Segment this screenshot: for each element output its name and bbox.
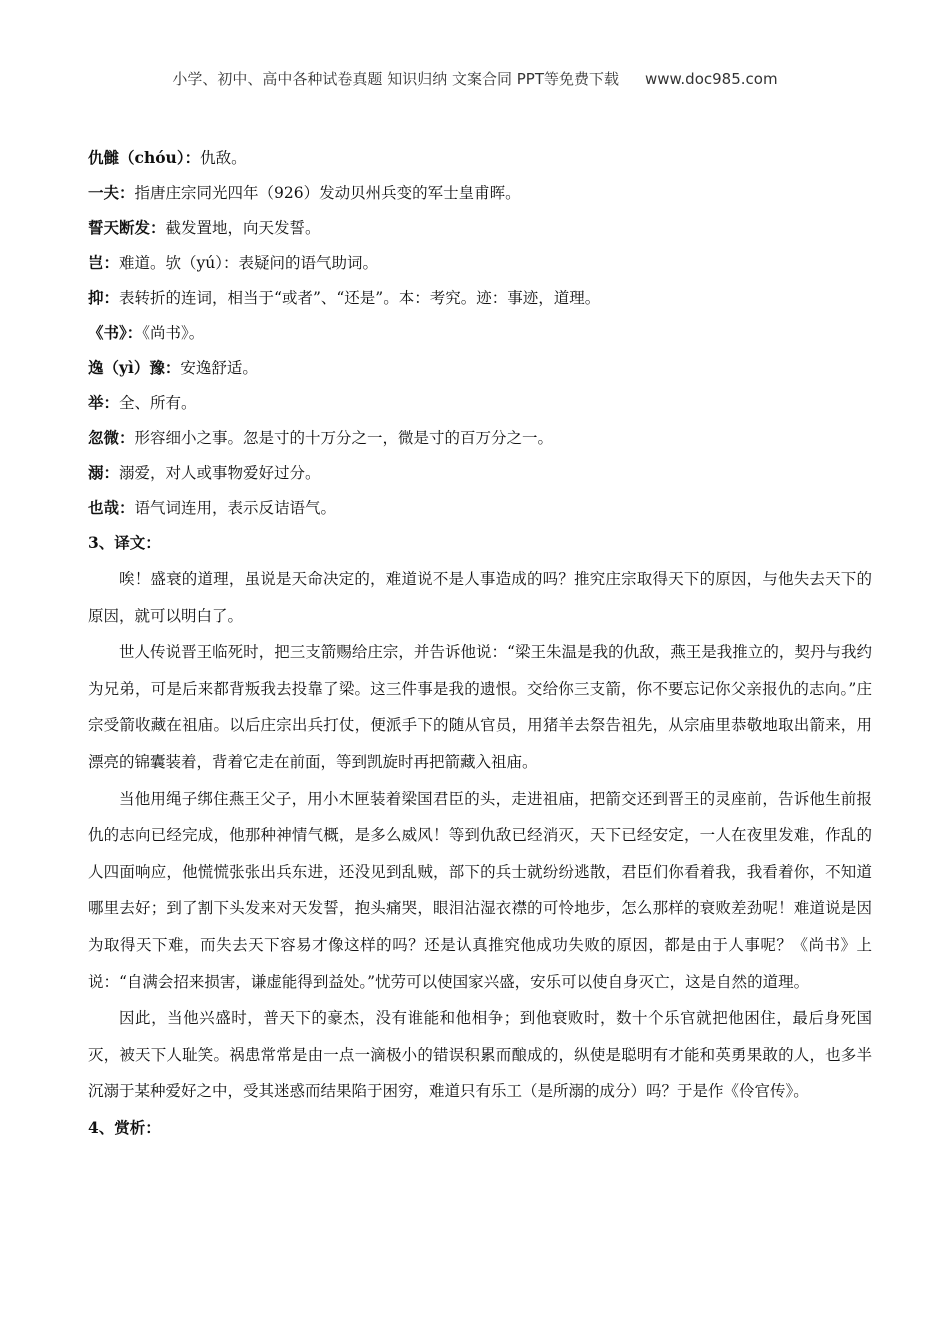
gloss-definition: 表转折的连词，相当于“或者”、“还是”。本：考究。迹：事迹，道理。 — [119, 289, 601, 307]
page-header — [0, 68, 950, 89]
section-heading-appreciation: 4、赏析： — [88, 1117, 161, 1137]
gloss-separator: ： — [103, 463, 120, 482]
gloss-definition: 指唐庄宗同光四年（926）发动贝州兵变的军士皇甫晖。 — [134, 184, 521, 202]
gloss-separator: ： — [184, 148, 201, 167]
gloss-definition: 安逸舒适。 — [180, 359, 258, 377]
gloss-entry — [88, 175, 872, 210]
gloss-separator: ： — [126, 323, 143, 342]
translation-paragraph: 唉！盛衰的道理，虽说是天命决定的，难道说不是人事造成的吗？推究庄宗取得天下的原因，与他失去天下的原因，就可以明白了。 — [88, 570, 872, 625]
gloss-term: 逸（yì）豫 — [88, 358, 165, 377]
gloss-entry — [88, 490, 872, 525]
section-heading-translation: 3、译文： — [88, 533, 161, 552]
header-text: 小学、初中、高中各种试卷真题 知识归纳 文案合同 PPT等免费下载 — [172, 70, 619, 88]
gloss-definition: 《尚书》。 — [142, 324, 205, 342]
gloss-definition: 全、所有。 — [119, 394, 197, 412]
gloss-definition: 语气词连用，表示反诘语气。 — [134, 499, 337, 517]
gloss-separator: ： — [103, 393, 120, 412]
gloss-definition: 截发置地，向天发誓。 — [165, 219, 321, 237]
gloss-entry — [88, 315, 872, 350]
gloss-term: 举 — [88, 393, 104, 412]
gloss-entry — [88, 385, 872, 420]
gloss-entry — [88, 210, 872, 245]
gloss-definition: 溺爱，对人或事物爱好过分。 — [119, 464, 321, 482]
gloss-entry — [88, 140, 872, 175]
gloss-term: 抑 — [88, 288, 104, 307]
gloss-definition: 仇敌。 — [200, 149, 247, 167]
gloss-entry — [88, 245, 872, 280]
gloss-term: 溺 — [88, 463, 104, 482]
header-url[interactable]: www.doc985.com — [644, 70, 778, 88]
gloss-definition: 难道。欤（yú）：表疑问的语气助词。 — [119, 254, 379, 272]
gloss-term: 仇雠（chóu） — [88, 148, 185, 167]
gloss-separator: ： — [103, 253, 120, 272]
gloss-separator: ： — [103, 288, 120, 307]
document-body — [88, 140, 872, 1146]
gloss-entry — [88, 420, 872, 455]
gloss-term: 一夫 — [88, 183, 120, 202]
gloss-term: 忽微 — [88, 428, 120, 447]
translation-paragraph: 当他用绳子绑住燕王父子，用小木匣装着梁国君臣的头，走进祖庙，把箭交还到晋王的灵座前，告诉他生前报仇的志向已经完成，他那种神情气概，是多么威风！等到仇敌已经消灭，天下已经安定，一人在夜里发难，作乱的人四面响应，他慌慌张张出兵东进，还没见到乱贼，部下的兵士就纷纷逃散，君臣们你看着我，我看着你，不知道哪里去好；到了割下头发来对天发誓，抱头痛哭，眼泪沾湿衣襟的可怜地步，怎么那样的衰败差劲呢！难道说是因为取得天下难，而失去天下容易才像这样的吗？还是认真推究他成功失败的原因，都是由于人事呢？《尚书》上说：“自满会招来损害，谦虚能得到益处。”忧劳可以使国家兴盛，安乐可以使自身灭亡，这是自然的道理。 — [88, 789, 872, 991]
gloss-separator: ： — [119, 498, 135, 517]
gloss-term: 岂 — [88, 253, 104, 272]
translation-paragraph: 因此，当他兴盛时，普天下的豪杰，没有谁能和他相争；到他衰败时，数十个乐官就把他困住，最后身死国灭，被天下人耻笑。祸患常常是由一点一滴极小的错误积累而酿成的，纵使是聪明有才能和英勇果敢的人，也多半沉溺于某种爱好之中，受其迷惑而结果陷于困穷，难道只有乐工（是所溺的成分）吗？于是作《伶官传》。 — [88, 1009, 872, 1101]
gloss-term: 誓天断发 — [88, 218, 151, 237]
gloss-entry — [88, 350, 872, 385]
gloss-entry — [88, 455, 872, 490]
gloss-separator: ： — [164, 358, 181, 377]
gloss-separator: ： — [150, 218, 166, 237]
gloss-separator: ： — [119, 183, 135, 202]
gloss-entry — [88, 280, 872, 315]
gloss-term: 《书》 — [88, 323, 127, 342]
gloss-definition: 形容细小之事。忽是寸的十万分之一，微是寸的百万分之一。 — [134, 429, 554, 447]
gloss-separator: ： — [119, 428, 135, 447]
gloss-term: 也哉 — [88, 498, 120, 517]
translation-paragraph: 世人传说晋王临死时，把三支箭赐给庄宗，并告诉他说：“梁王朱温是我的仇敌，燕王是我推立的，契丹与我约为兄弟，可是后来都背叛我去投靠了梁。这三件事是我的遗恨。交给你三支箭，你不要忘记你父亲报仇的志向。”庄宗受箭收藏在祖庙。以后庄宗出兵打仗，便派手下的随从官员，用猪羊去祭告祖先，从宗庙里恭敬地取出箭来，用漂亮的锦囊装着，背着它走在前面，等到凯旋时再把箭藏入祖庙。 — [88, 643, 872, 771]
